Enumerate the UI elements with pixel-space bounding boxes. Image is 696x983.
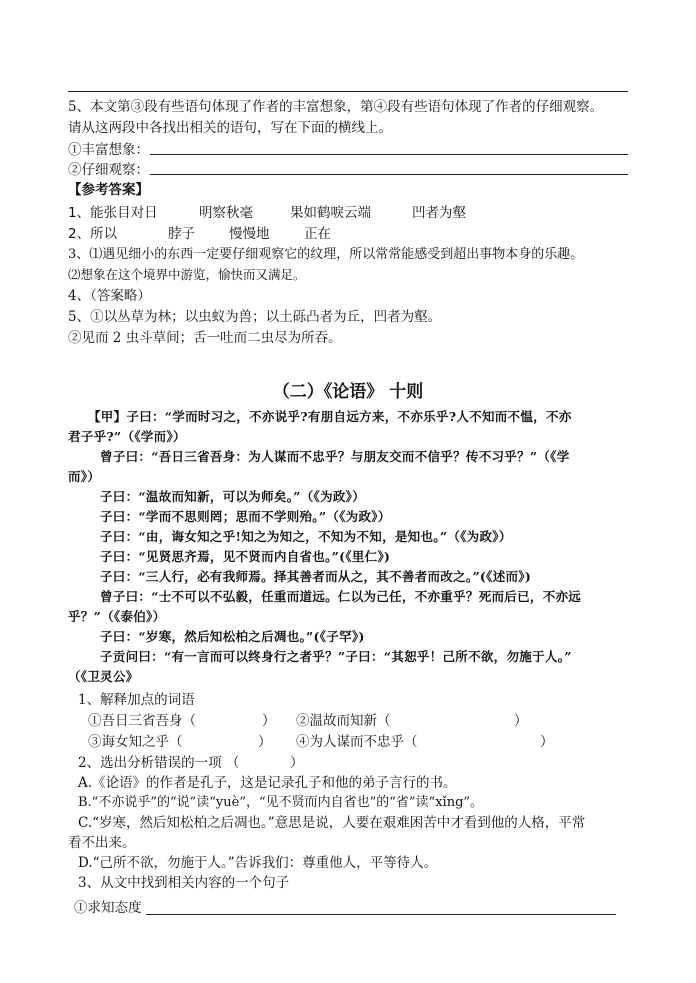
- question-5: 5、本文第③段有些语句体现了作者的丰富想象，第④段有些语句体现了作者的仔细观察。: [68, 99, 604, 115]
- q1-item-c: [88, 732, 272, 752]
- lunyu-line: 曾子曰：“吾日三省吾身：为人谋而不忠乎？与朋友交而不信乎？传不习乎？”（《学: [100, 449, 570, 464]
- q1-item-c-text: ③诲女知之乎（: [88, 734, 183, 750]
- section-title: （二）《论语》 十则: [272, 382, 424, 402]
- question-2-close: ）: [290, 755, 304, 771]
- option-c-cont: 看不出来。: [68, 835, 136, 851]
- answer-4: 4、（答案略）: [68, 288, 151, 304]
- lunyu-line: 子曰：“由，诲女知之乎!知之为知之，不知为不知，是知也。”（《为政》）: [100, 529, 512, 544]
- answer-5-2: ②见而 2 虫斗草间；舌一吐而二虫尽为所吞。: [68, 330, 342, 346]
- option-c: C.“岁寒，然后知松柏之后凋也。”意思是说，人要在艰难困苦中才看到他的人格，平常: [78, 815, 586, 831]
- q1-item-d-text: ④为人谋而不忠乎（: [296, 734, 418, 750]
- q5-imagination-blank[interactable]: [150, 154, 628, 155]
- reference-answer-heading: 【参考答案】: [68, 182, 149, 198]
- question-1: 1、解释加点的词语: [78, 692, 195, 708]
- q3-item-a-blank[interactable]: [146, 914, 616, 915]
- option-b: B.“不亦说乎”的“说”读“yuè”，“见不贤而内自省也”的“省”读“xǐng”。: [78, 795, 484, 810]
- lunyu-line: （《卫灵公》: [68, 669, 139, 684]
- lunyu-line: 曾子曰：“士不可以不弘毅，任重而道远。仁以为己任，不亦重乎？死而后已，不亦远: [100, 589, 582, 604]
- lunyu-line: 子贡问曰：“有一言而可以终身行之者乎？”子曰：“其恕乎！己所不欲，勿施于人。”: [100, 649, 572, 664]
- answer-5-1: 5、①以丛草为林；以虫蚁为兽；以土砾凸者为丘，凹者为壑。: [68, 309, 442, 325]
- lunyu-line: 君子乎?”（《学而》）: [68, 429, 186, 444]
- option-d: D.“己所不欲，勿施于人。”告诉我们：尊重他人，平等待人。: [78, 855, 438, 871]
- lunyu-line: 而》）: [68, 469, 101, 484]
- answer-2-b: 脖子: [168, 226, 195, 242]
- q1-item-a-close: ）: [262, 713, 276, 729]
- lunyu-line: 子曰：“岁寒，然后知松柏之后凋也。”(《子罕》): [100, 629, 365, 644]
- lunyu-line: 子曰：“温故而知新，可以为师矣。”（《为政》）: [100, 489, 366, 504]
- option-a: A.《论语》的作者是孔子，这是记录孔子和他的弟子言行的书。: [78, 775, 457, 791]
- answer-2-c: 慢慢地: [229, 226, 270, 242]
- top-answer-line: [68, 91, 628, 92]
- q5-observation-blank[interactable]: [150, 174, 628, 175]
- answer-1-b: 明察秋毫: [199, 205, 253, 221]
- q1-item-d: [296, 732, 554, 752]
- question-2-text: 2、选出分析错误的一项 （: [78, 755, 240, 771]
- lunyu-line: 子曰：“见贤思齐焉，见不贤而内自省也。”(《里仁》): [100, 549, 391, 564]
- question-2: [78, 753, 304, 773]
- q1-item-a-text: ①吾日三省吾身（: [88, 713, 196, 729]
- answer-2: [68, 224, 331, 244]
- answer-3-2: ⑵想象在这个境界中游览，愉快而又满足。: [68, 267, 306, 282]
- answer-2-d: 正在: [304, 226, 331, 242]
- answer-1-d: 凹者为壑: [412, 205, 466, 221]
- q5-observation-label: ②仔细观察：: [68, 162, 149, 178]
- q5-imagination-label: ①丰富想象：: [68, 142, 149, 158]
- q3-item-a: ①求知态度: [74, 900, 142, 916]
- answer-1-a: 1、能张目对日: [68, 205, 158, 221]
- question-3: 3、从文中找到相关内容的一个句子: [78, 875, 290, 891]
- answer-1-c: 果如鹤唳云端: [290, 205, 371, 221]
- lunyu-line: 子曰：“三人行，必有我师焉。择其善者而从之，其不善者而改之。”(《述而》): [100, 569, 532, 584]
- q1-item-b-close: ）: [514, 713, 528, 729]
- q1-item-a: [88, 711, 276, 731]
- answer-3-1: 3、⑴遇见细小的东西一定要仔细观察它的纹理，所以常常能感受到超出事物本身的乐趣。: [68, 247, 584, 262]
- lunyu-line: 子曰：“学而不思则罔；思而不学则殆。”（《为政》）: [100, 509, 391, 524]
- answer-1: [68, 203, 466, 223]
- q1-item-c-close: ）: [258, 734, 272, 750]
- lunyu-line: 【甲】子曰：“学而时习之，不亦说乎?有朋自远方来，不亦乐乎?人不知而不愠，不亦: [88, 409, 572, 424]
- answer-2-a: 2、所以: [68, 226, 118, 242]
- q1-item-b-text: ②温故而知新（: [296, 713, 391, 729]
- lunyu-line: 乎？”（《泰伯》）: [68, 609, 166, 624]
- q1-item-b: [296, 711, 528, 731]
- question-5-cont: 请从这两段中各找出相关的语句，写在下面的横线上。: [68, 120, 392, 136]
- q1-item-d-close: ）: [540, 734, 554, 750]
